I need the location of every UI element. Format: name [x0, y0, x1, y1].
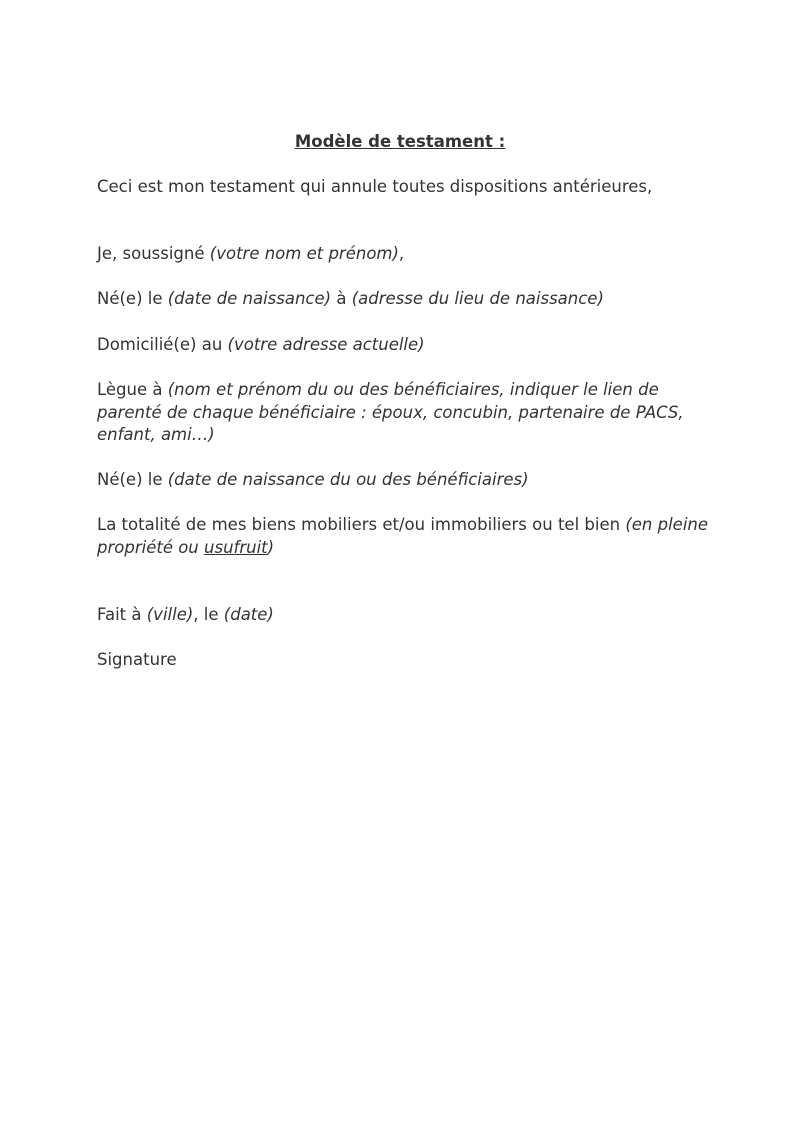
address-placeholder: (votre adresse actuelle): [227, 335, 425, 354]
ownership-placeholder-end: ): [267, 537, 275, 557]
name-placeholder: (votre nom et prénom): [209, 244, 399, 263]
usufruit-term: usufruit: [204, 537, 268, 557]
beneficiaries-placeholder: (nom et prénom du ou des bénéficiaires, indiquer le lien de parenté de chaque bénéficiaire : époux, concubin, partenaire de PACS, enfant, ami…): [97, 380, 684, 444]
date-placeholder: (date): [223, 605, 274, 624]
beneficiary-birth-prefix: Né(e) le: [97, 470, 168, 489]
soussigne-suffix: ,: [398, 244, 405, 263]
legue-prefix: Lègue à: [97, 380, 168, 399]
intro-line: Ceci est mon testament qui annule toutes dispositions antérieures,: [97, 177, 653, 196]
fait-prefix: Fait à: [97, 605, 147, 624]
domicile-prefix: Domicilié(e) au: [97, 335, 228, 354]
beneficiary-birthdate-placeholder: (date de naissance du ou des bénéficiaires): [167, 470, 529, 489]
legue-paragraph: [97, 379, 707, 447]
domicile-line: [97, 334, 425, 357]
totalite-prefix: La totalité de mes biens mobiliers et/ou immobiliers ou tel bien: [97, 515, 626, 534]
birthplace-placeholder: (adresse du lieu de naissance): [351, 289, 604, 308]
birth-line: [97, 288, 604, 311]
ownership-placeholder: (en pleine propriété ou: [97, 515, 709, 557]
beneficiary-birth-line: [97, 469, 529, 492]
fait-middle: , le: [193, 605, 224, 624]
birthdate-placeholder: (date de naissance): [167, 289, 332, 308]
signature-line: Signature: [97, 650, 177, 669]
soussigne-line: [97, 243, 404, 266]
document-title: Modèle de testament :: [294, 132, 506, 151]
totalite-paragraph: [97, 514, 709, 559]
birth-prefix: Né(e) le: [97, 289, 168, 308]
soussigne-prefix: Je, soussigné: [97, 244, 210, 263]
fait-line: [97, 604, 274, 627]
city-placeholder: (ville): [146, 605, 194, 624]
birth-middle: à: [331, 289, 352, 308]
